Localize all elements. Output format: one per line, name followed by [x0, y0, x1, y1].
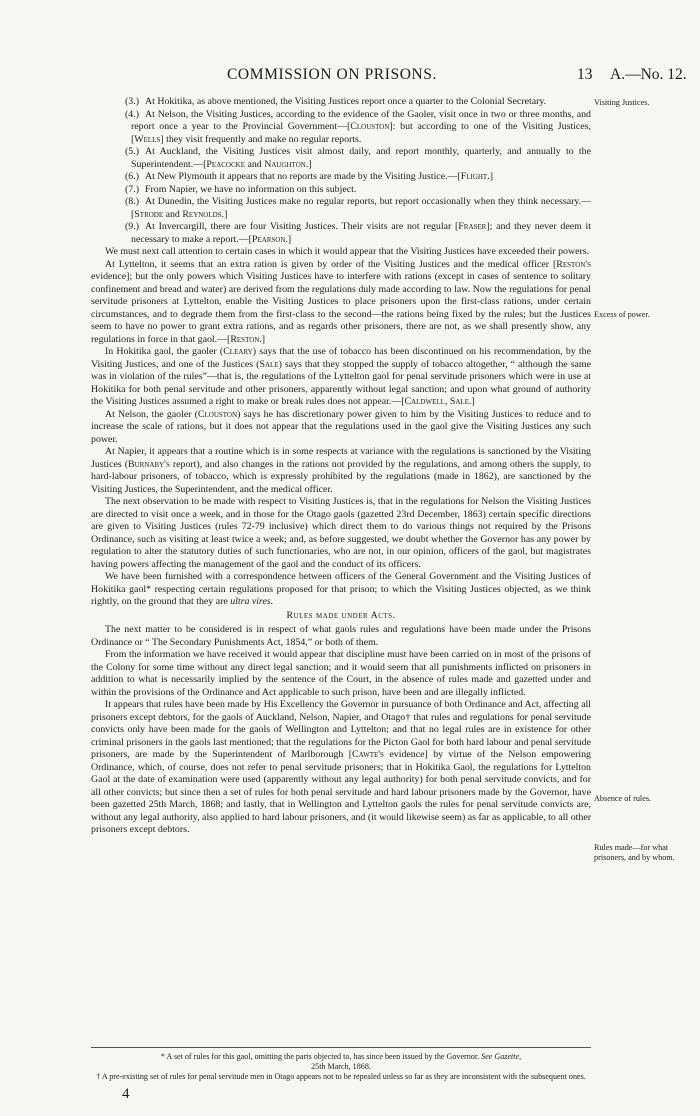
paragraph: At Lyttelton, it seems that an extra ration is given by order of the Visiting Justices and the medical officer [Reston's evidence]; but the only powers which Visiting Justices have to interfere with rations (except in cases of sentence to solitary confinement and bread and water) are derived from the regulations duly made according to law. Now the regulations for penal servitude prisoners at Lyttelton, enable the Visiting Justices to place prisoners upon the first-class rations, under certain circumstances, and to degrade them from the first-class to the second—the rations being fixed by the rules; but the Justices seem to have no power to grant extra rations, and as regards other prisoners, there are not, as we shall presently show, any regulations in force in that gaol.—[Reston.] [91, 258, 591, 345]
footnotes [91, 1052, 591, 1082]
side-note-excess-of-power: Excess of power. [594, 310, 650, 319]
paragraph: From the information we have received it would appear that discipline must have been carried on in most of the prisons of the Colony for some time without any direct legal sanction; and it would seem that all punishments inflicted on prisoners in addition to what is necessarily implied by the sentence of the Court, in the absence of rules made and gazetted under and within the provisions of the Ordinance and Act applicable to such prison, have been and are illegally inflicted. [91, 649, 591, 698]
signature-leaf-number: 4 [122, 1086, 130, 1102]
side-note-visiting-justices: Visiting Justices. [594, 98, 650, 107]
running-title: COMMISSION ON PRISONS. [226, 66, 437, 83]
side-note-absence-of-rules: Absence of rules. [594, 794, 652, 803]
list-item: (8.) At Dunedin, the Visiting Justices make no regular reports, but report occasionally when they think necessary.—[Strode and Reynolds.] [125, 196, 591, 220]
paragraph: We have been furnished with a correspondence between officers of the General Government and the Visiting Justices of Hokitika gaol* respecting certain regulations proposed for that prison; to which the Visiting Justices objected, as we think rightly, on the ground that they are ultra vires. [91, 571, 591, 607]
paragraph: At Nelson, the gaoler (Clouston) says he has discretionary power given to him by the Visiting Justices to reduce and to increase the scale of rations, but it does not appear that the regulations used in the gaol give the Visiting Justices any such power. [91, 408, 591, 445]
paragraph: The next matter to be considered is in respect of what gaols rules and regulations have been made under the Prisons Ordinance or “ The Secondary Punishments Act, 1854,” or both of them. [91, 624, 591, 648]
list-item: (5.) At Auckland, the Visiting Justices visit almost daily, and report monthly, quarterly, and annually to the Superintendent.—[Peacocke and Naughton.] [125, 146, 591, 170]
paragraph: In Hokitika gaol, the gaoler (Cleary) says that the use of tobacco has been discontinued on his recommendation, by the Visiting Justices, and one of the Justices (Sale) says that they stopped the supply of tobacco altogether, “ although the same was in violation of the rules”—that is, the regulations of the Lyttelton gaol for penal servitude prisoners which were in use at Hokitika for both penal servitude and other prisoners, apparently without legal sanction; and upon what ground of authority the Visiting Justices assumed a right to make or break rules does not appear.—[Caldwell, Sale.] [91, 346, 592, 407]
list-item: (9.) At Invercargill, there are four Visiting Justices. Their visits are not regular [Fraser]; and they never deem it necessary to make a report.—[Pearson.] [125, 221, 592, 245]
list-item: (4.) At Nelson, the Visiting Justices, according to the evidence of the Gaoler, visit once in two or three months, and report once a year to the Provincial Government—[Clouston]: but according to one of the Visiting Justices, [Wells] they visit frequently and make no regular reports. [125, 108, 591, 145]
side-note-rules-made: Rules made—for what prisoners, and by whom. [594, 843, 675, 862]
paragraph: We must next call attention to certain cases in which it would appear that the Visiting Justices have exceeded their powers. [105, 246, 590, 257]
footnote: * A set of rules for this gaol, omitting the parts objected to, has since been issued by the Governor. See Gazette, 25th March, 1868. [160, 1052, 522, 1071]
paragraph: It appears that rules have been made by His Excellency the Governor in pursuance of both Ordinance and Act, affecting all prisoners except debtors, for the gaols of Auckland, Nelson, Napier, and Otago† that rules and regulations for penal servitude convicts only have been made for the gaols of Wellington and Lyttelton; and that no legal rules are in existence for other criminal prisoners in the gaols last mentioned; that the regulations for the Picton Gaol for both hard labour and penal servitude prisoners, are made by the Superintendent of Marlborough [Cawte's evidence] by virtue of the Nelson empowering Ordinance, which, of course, does not refer to penal servitude prisoners; that in Hokitika Gaol, the regulations for Lyttelton Gaol at the date of examination were used (apparently without any legal authority) for both penal servitude convicts, and for all other convicts; but since then a set of rules for both penal servitude and hard labour prisoners made by the Governor, have been gazetted 25th March, 1868; and lastly, that in Wellington and Lyttelton gaols the rules for penal servitude convicts are, without any legal authority, also applied to hard labour prisoners, and (it would likewise seem) as far as applicable, to all other prisoners except debtors. [91, 699, 591, 835]
paragraph: At Napier, it appears that a routine which is in some respects at variance with the regulations is sanctioned by the Visiting Justices (Burnaby's report), and also changes in the rations not provided by the regulations, and among others the supply, to hard-labour prisoners, of tobacco, which is expressly prohibited by the regulations (made in 1862), are sanctioned by the Visiting Justices, the Superintendent, and the medical officer. [91, 446, 591, 495]
list-item: (7.) From Napier, we have no information on this subject. [125, 183, 357, 195]
list-item: (3.) At Hokitika, as above mentioned, the Visiting Justices report once a quarter to the Colonial Secretary. [125, 96, 547, 107]
footnote-divider [91, 1047, 591, 1048]
footnote: † A pre-existing set of rules for penal servitude men in Otago appears not to be repealed unless so far as they are inconsistent with the subsequent ones. [96, 1072, 586, 1081]
page-number: 13 [577, 66, 593, 83]
section-heading: Rules made under Acts. [286, 609, 396, 621]
list-item: (6.) At New Plymouth it appears that no reports are made by the Visiting Justice.—[Flight.] [125, 171, 493, 182]
page-header [0, 64, 700, 84]
body-text [91, 96, 591, 837]
paragraph: The next observation to be made with respect to Visiting Justices is, that in the regulations for Nelson the Visiting Justices are directed to visit once a week, and in those for the Otago gaols (gazetted 23rd December, 1863) certain specific directions are given to Visiting Justices (rules 72-79 inclusive) which direct them to do various things not required by the Prisons Ordinance, such as visiting at least twice a week; and, as before suggested, we doubt whether the Governor has any power by regulation to alter the statutory duties of such functionaries, who are not, in our opinion, officers of the gaol, but magistrates having powers affecting the management of the gaol and the conduct of its officers. [91, 496, 591, 570]
paper-reference: A.—No. 12. [610, 66, 687, 83]
